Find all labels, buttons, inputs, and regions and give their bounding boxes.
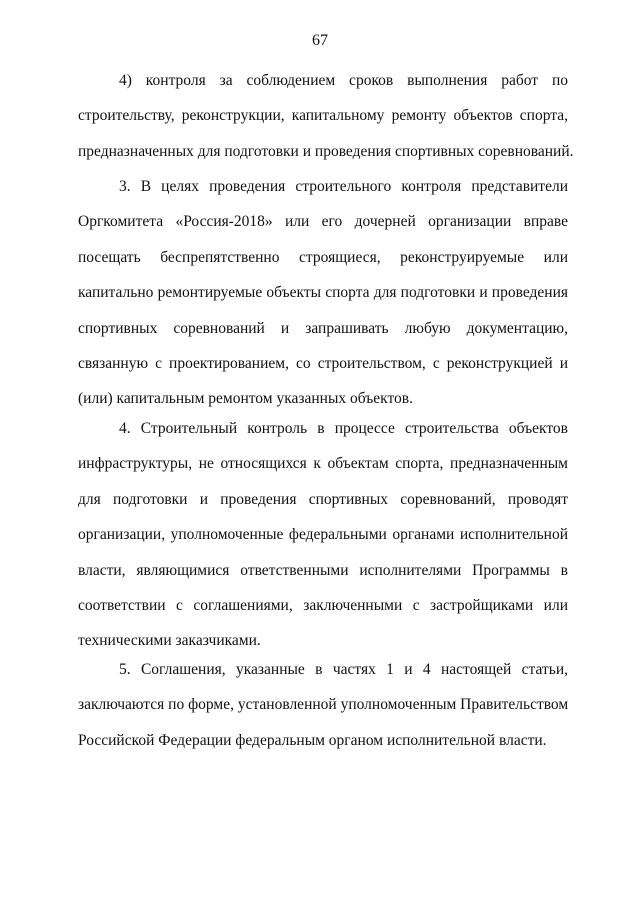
text-line: строительству, реконструкции, капитальному ремонту объектов спорта,	[78, 107, 568, 125]
paragraph-4	[78, 411, 568, 659]
paragraph-item-4	[78, 63, 574, 169]
text-line: связанную с проектированием, со строительством, с реконструкцией и	[78, 355, 568, 373]
text-line: 4) контроля за соблюдением сроков выполнения работ по	[119, 72, 568, 89]
text-line: Российской Федерации федеральным органом исполнительной власти.	[78, 731, 547, 749]
text-line: 4. Строительный контроль в процессе строительства объектов	[119, 420, 568, 437]
text-line: заключаются по форме, установленной уполномоченным Правительством	[78, 696, 569, 714]
paragraph-3	[78, 169, 568, 417]
text-line: для подготовки и проведения спортивных соревнований, проводят	[78, 490, 568, 508]
text-line: 3. В целях проведения строительного контроля представители	[119, 178, 568, 195]
text-line: капитально ремонтируемые объекты спорта для подготовки и проведения	[78, 284, 568, 302]
paragraph-5	[78, 652, 568, 758]
text-line: предназначенных для подготовки и проведения спортивных соревнований.	[78, 142, 574, 160]
text-line: техническими заказчиками.	[78, 632, 261, 650]
text-line: 5. Соглашения, указанные в частях 1 и 4 настоящей статьи,	[119, 661, 568, 678]
text-line: соответствии с соглашениями, заключенными с застройщиками или	[78, 597, 568, 615]
text-line: спортивных соревнований и запрашивать любую документацию,	[78, 319, 568, 337]
text-line: посещать беспрепятственно строящиеся, реконструируемые или	[78, 248, 568, 266]
page-number: 67	[312, 32, 328, 49]
text-line: (или) капитальным ремонтом указанных объектов.	[78, 390, 413, 408]
text-line: Оргкомитета «Россия-2018» или его дочерней организации вправе	[78, 213, 568, 231]
text-line: организации, уполномоченные федеральными органами исполнительной	[78, 526, 568, 544]
text-line: власти, являющимися ответственными исполнителями Программы в	[78, 561, 568, 579]
text-line: инфраструктуры, не относящихся к объектам спорта, предназначенным	[78, 455, 568, 473]
